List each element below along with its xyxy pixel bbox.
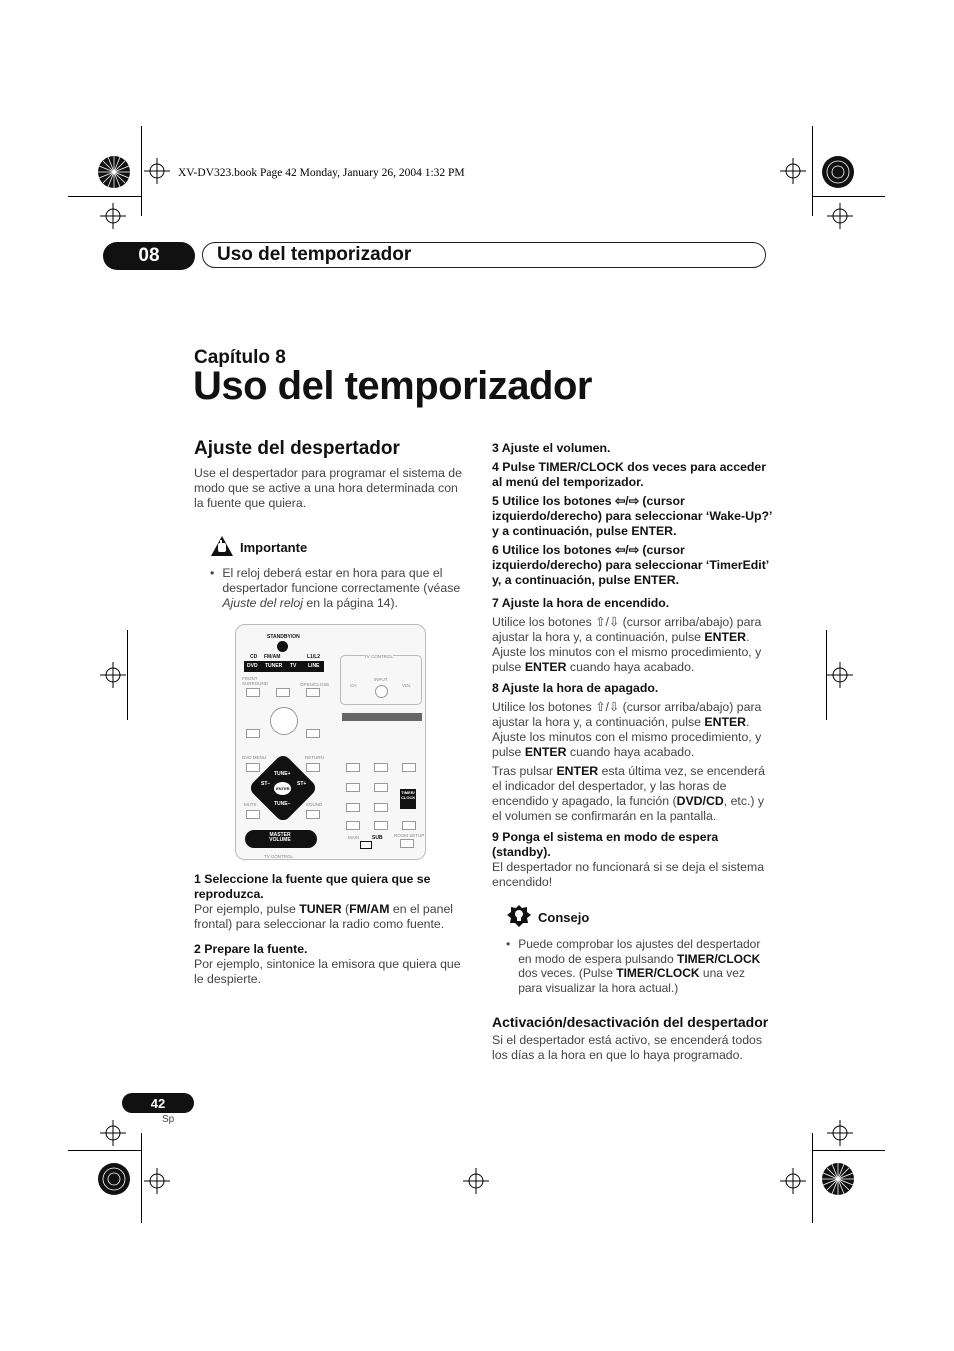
- registration-star-br: [821, 1162, 855, 1196]
- crop-line: [812, 1133, 813, 1223]
- power-icon: [277, 641, 288, 652]
- after-enter-text: Tras pulsar ENTER esta última vez, se encenderá el indicador del despertador, y las horas de encendido y apagado, la función (DVD/CD, etc.) y el volumen se confirmarán en la pantalla.: [492, 764, 765, 823]
- subsection-heading: Activación/desactivación del despertador: [492, 1014, 769, 1030]
- chapter-number-badge: 08: [103, 242, 195, 270]
- registration-mark-bottom-right: [780, 1168, 806, 1194]
- tip-bullet: [506, 937, 772, 995]
- remote-label-ch: CH: [350, 683, 357, 688]
- remote-button-tv: TV: [290, 663, 297, 669]
- registration-mark-right-lower: [827, 1120, 853, 1146]
- remote-label-open-close: OPEN/CLOSE: [300, 682, 330, 687]
- registration-mark-top-right: [780, 158, 806, 184]
- step-7-body: Utilice los botones ⇧/⇩ (cursor arriba/abajo) para ajustar la hora y, a continuación, pulse ENTER. Ajuste los minutos con el mismo procedimiento, y pulse ENTER cuando haya acabado.: [492, 615, 762, 674]
- remote-button-dvd: DVD: [247, 663, 258, 669]
- cross-reference: Ajuste del reloj: [222, 596, 303, 610]
- bullet-dot: •: [210, 566, 215, 580]
- registration-star-tr: [821, 155, 855, 189]
- crop-line: [141, 1133, 142, 1223]
- page-title: Uso del temporizador: [193, 364, 592, 408]
- important-note: [194, 535, 470, 611]
- remote-label-timer-clock: TIMER/ CLOCK: [401, 790, 416, 800]
- subsection-body: Si el despertador está activo, se encenderá todos los días a la hora en que lo haya programado.: [492, 1033, 763, 1062]
- remote-label-st-minus: ST–: [261, 781, 271, 787]
- intro-text: Use el despertador para programar el sistema de modo que se active a una hora determinada con la fuente que quiera.: [194, 466, 462, 510]
- step-4-title: 4 Pulse TIMER/CLOCK dos veces para acceder al menú del temporizador.: [492, 460, 767, 489]
- important-bullet: [210, 566, 470, 611]
- registration-mark-bottom-left: [144, 1168, 170, 1194]
- warning-icon: [210, 535, 234, 560]
- remote-label-sound: SOUND: [306, 802, 323, 807]
- remote-label-return: RETURN: [305, 755, 324, 760]
- remote-label-tune-minus: TUNE–: [274, 801, 291, 807]
- remote-label-sub: SUB: [372, 835, 383, 841]
- tip-heading: [506, 904, 772, 931]
- step-9-title: 9 Ponga el sistema en modo de espera (standby).: [492, 830, 719, 859]
- registration-mark-right-upper: [827, 203, 853, 229]
- crop-line: [812, 126, 813, 216]
- step-7-title: 7 Ajuste la hora de encendido.: [492, 596, 670, 610]
- important-heading: [210, 535, 470, 560]
- remote-label-tv-control-top: TV CONTROL: [364, 654, 394, 659]
- tip-note: [492, 904, 772, 995]
- remote-control-illustration: [235, 624, 426, 860]
- main-sub-switch: [360, 841, 372, 849]
- remote-label-main: MAIN: [348, 835, 360, 840]
- remote-label-tv-control-bottom: TV CONTROL: [264, 854, 294, 859]
- remote-label-fmam: FM/AM: [264, 654, 281, 660]
- numeric-keypad-area: [340, 711, 420, 851]
- remote-label-room-setup: ROOM SETUP: [394, 833, 425, 838]
- crop-line: [68, 1150, 141, 1151]
- crop-line: [141, 126, 142, 216]
- chapter-label: Capítulo 8: [194, 347, 286, 368]
- crop-line: [812, 1150, 885, 1151]
- registration-mark-left-upper: [100, 203, 126, 229]
- left-column: [194, 438, 470, 611]
- remote-label-tune-plus: TUNE+: [274, 771, 291, 777]
- bullet-dot: •: [506, 937, 511, 951]
- chapter-header-title: Uso del temporizador: [202, 242, 766, 268]
- registration-star-bl: [97, 1162, 131, 1196]
- remote-label-l1l2: L1/L2: [307, 654, 321, 660]
- remote-label-front-surround: FRONT SURROUND: [242, 676, 269, 686]
- remote-label-dvd-menu: DVD MENU: [242, 755, 267, 760]
- print-info: XV-DV323.book Page 42 Monday, January 26, 2004 1:32 PM: [178, 167, 465, 179]
- step-6-title: 6 Utilice los botones ⇦/⇨ (cursor izquierdo/derecho) para seleccionar ‘TimerEdit’ y, a continuación, pulse ENTER.: [492, 543, 769, 587]
- registration-mark-left-lower: [100, 1120, 126, 1146]
- left-steps: [194, 872, 470, 987]
- important-text: El reloj deberá estar en hora para que el despertador funcione correctamente (véase Ajuste del reloj en la página 14).: [222, 566, 461, 610]
- step-9-body: El despertador no funcionará si se deja el sistema encendido!: [492, 860, 765, 889]
- lightbulb-icon: [506, 904, 532, 931]
- tip-text: Puede comprobar los ajustes del despertador en modo de espera pulsando TIMER/CLOCK dos veces. (Pulse TIMER/CLOCK una vez para visualizar la hora actual.): [518, 937, 761, 995]
- registration-mark-bottom-center: [463, 1168, 489, 1194]
- page-number: 42: [122, 1093, 194, 1113]
- remote-label-enter: ENTER: [276, 786, 290, 791]
- remote-button-line: LINE: [308, 663, 320, 669]
- remote-label-st-plus: ST+: [297, 781, 307, 787]
- step-1-title: 1 Seleccione la fuente que quiera que se reproduzca.: [194, 872, 431, 901]
- step-8-body: Utilice los botones ⇧/⇩ (cursor arriba/abajo) para ajustar la hora y, a continuación, pulse ENTER. Ajuste los minutos con el mismo procedimiento, y pulse ENTER cuando haya acabado.: [492, 700, 762, 759]
- right-column: [492, 441, 772, 1063]
- remote-label-input: INPUT: [374, 677, 388, 682]
- step-3-title: 3 Ajuste el volumen.: [492, 441, 611, 455]
- registration-star-tl: [97, 155, 131, 189]
- remote-label-vol: VOL: [402, 683, 412, 688]
- remote-button-tuner: TUNER: [265, 663, 283, 669]
- registration-mark-right-middle: [827, 662, 853, 688]
- crop-line: [826, 630, 827, 720]
- tip-title: Consejo: [538, 910, 590, 925]
- crop-line: [812, 196, 885, 197]
- remote-label-standby: STANDBY/ON: [267, 634, 300, 640]
- page-language: Sp: [162, 1114, 175, 1125]
- play-disc-icon: [270, 707, 298, 735]
- crop-line: [68, 196, 141, 197]
- remote-label-mute: MUTE: [244, 802, 257, 807]
- registration-mark-top-left: [144, 158, 170, 184]
- important-title: Importante: [240, 540, 308, 555]
- step-5-title: 5 Utilice los botones ⇦/⇨ (cursor izquierdo/derecho) para seleccionar ‘Wake-Up?’ y a continuación, pulse ENTER.: [492, 494, 772, 538]
- registration-mark-left-middle: [100, 662, 126, 688]
- section-heading: Ajuste del despertador: [194, 438, 400, 459]
- step-8-title: 8 Ajuste la hora de apagado.: [492, 681, 659, 695]
- remote-label-master-volume: MASTER VOLUME: [269, 832, 291, 843]
- remote-label-cd: CD: [250, 654, 258, 660]
- crop-line: [127, 630, 128, 720]
- step-2-body: Por ejemplo, sintonice la emisora que quiera que le despierte.: [194, 957, 461, 986]
- step-2-title: 2 Prepare la fuente.: [194, 942, 308, 956]
- step-1-body: Por ejemplo, pulse TUNER (FM/AM en el panel frontal) para seleccionar la radio como fuente.: [194, 902, 454, 931]
